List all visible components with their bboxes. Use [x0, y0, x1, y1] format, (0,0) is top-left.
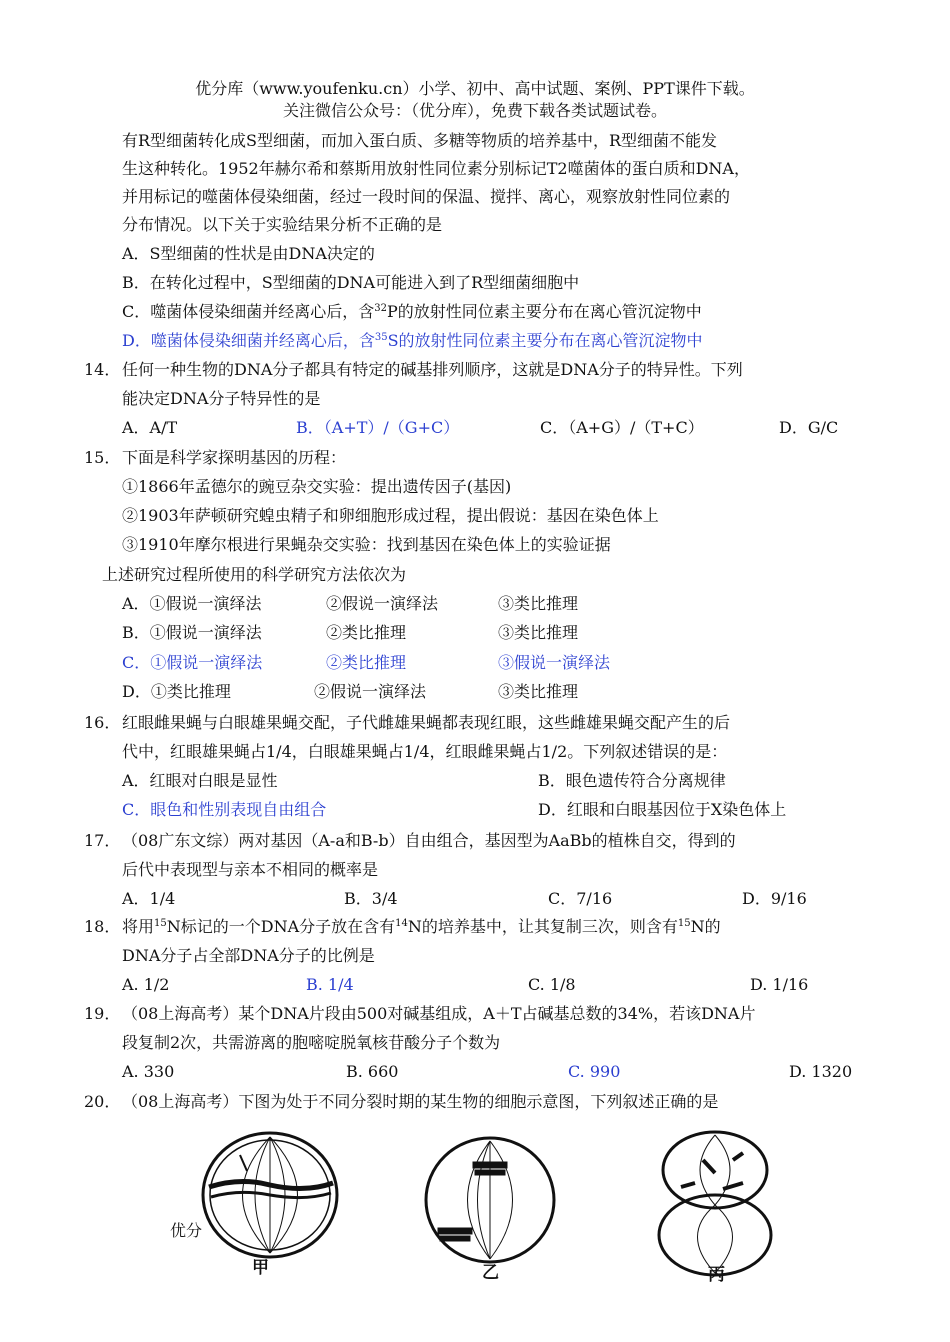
q17-option-c: C．7/16 — [548, 889, 613, 908]
q17-option-b: B．3/4 — [344, 889, 398, 908]
q18-option-c: C. 1/8 — [528, 975, 576, 994]
q15-option-a-2: ②假说一演绎法 — [326, 594, 439, 613]
q15-option-c-3-answer: ③假说一演绎法 — [498, 653, 611, 672]
q20-stem: （08上海高考）下图为处于不同分裂时期的某生物的细胞示意图，下列叙述正确的是 — [122, 1092, 719, 1111]
q16-number: 16． — [84, 713, 121, 732]
q18-stem-line-1: 将用$^{15}$N标记的一个DNA分子放在含有$^{14}$N的培养基中，让其复制三次，则含有$^{15}$N的 — [122, 917, 721, 936]
q16-option-a: A．红眼对白眼是显性 — [122, 771, 278, 790]
q16-stem-line-2: 代中，红眼雄果蝇占1/4，白眼雄果蝇占1/4，红眼雌果蝇占1/2。下列叙述错误的是： — [122, 742, 728, 761]
q14-option-c: C．（A+G）/（T+C） — [540, 418, 704, 437]
q19-option-c-answer: C. 990 — [568, 1062, 621, 1081]
header-line-1: 优分库（www.youfenku.cn）小学、初中、高中试题、案例、PPT课件下载。 — [195, 79, 755, 98]
cell-division-figure — [195, 1125, 855, 1285]
cell-bing — [659, 1132, 771, 1275]
q13-stem-line-2: 生这种转化。1952年赫尔希和蔡斯用放射性同位素分别标记T2噬菌体的蛋白质和DNA， — [122, 159, 750, 178]
q13-option-c: C．噬菌体侵染细菌并经离心后，含$^{32}$P的放射性同位素主要分布在离心管沉淀物中 — [122, 302, 702, 321]
q13-stem-line-3: 并用标记的噬菌体侵染细菌，经过一段时间的保温、搅拌、离心，观察放射性同位素的 — [122, 187, 731, 206]
q16-option-c-answer: C．眼色和性别表现自由组合 — [122, 800, 327, 819]
q13-option-d-answer: D．噬菌体侵染细菌并经离心后，含$^{35}$S的放射性同位素主要分布在离心管沉淀物中 — [122, 331, 703, 350]
q14-stem-line-2: 能决定DNA分子特异性的是 — [122, 389, 321, 408]
q17-stem-line-1: （08广东文综）两对基因（A-a和B-b）自由组合，基因型为AaBb的植株自交，得到的 — [122, 831, 736, 850]
q19-number: 19． — [84, 1004, 121, 1023]
q15-stem: 下面是科学家探明基因的历程： — [122, 448, 347, 467]
q15-option-d-1: D．①类比推理 — [122, 682, 231, 701]
q15-option-c-2-answer: ②类比推理 — [326, 653, 407, 672]
q15-question: 上述研究过程所使用的科学研究方法依次为 — [102, 565, 407, 584]
q18-stem-line-2: DNA分子占全部DNA分子的比例是 — [122, 946, 375, 965]
q13-option-a: A．S型细菌的性状是由DNA决定的 — [122, 244, 375, 263]
watermark-text: 优分 — [170, 1221, 203, 1240]
q15-option-b-1: B．①假说一演绎法 — [122, 623, 262, 642]
q13-stem-line-4: 分布情况。以下关于实验结果分析不正确的是 — [122, 215, 443, 234]
figure-label-yi: 乙 — [482, 1263, 499, 1283]
q14-option-b-answer: B．（A+T）/（G+C） — [296, 418, 460, 437]
q16-option-b: B．眼色遗传符合分离规律 — [538, 771, 726, 790]
q13-option-b: B．在转化过程中，S型细菌的DNA可能进入到了R型细菌细胞中 — [122, 273, 580, 292]
figure-label-bing: 丙 — [708, 1265, 725, 1285]
q19-option-a: A. 330 — [122, 1062, 175, 1081]
q15-option-a-1: A．①假说一演绎法 — [122, 594, 262, 613]
q14-number: 14． — [84, 360, 121, 379]
q15-option-b-2: ②类比推理 — [326, 623, 407, 642]
cell-jia — [203, 1133, 337, 1257]
header-line-2: 关注微信公众号：（优分库），免费下载各类试题试卷。 — [282, 101, 667, 120]
q18-option-b-answer: B. 1/4 — [306, 975, 354, 994]
q15-option-c-1-answer: C．①假说一演绎法 — [122, 653, 263, 672]
figure-label-jia: 甲 — [252, 1258, 269, 1278]
cell-yi — [426, 1138, 554, 1262]
q14-stem-line-1: 任何一种生物的DNA分子都具有特定的碱基排列顺序，这就是DNA分子的特异性。下列 — [122, 360, 743, 379]
q19-stem-line-1: （08上海高考）某个DNA片段由500对碱基组成，A＋T占碱基总数的34%，若该DNA片 — [122, 1004, 756, 1023]
q15-item-2: ②1903年萨顿研究蝗虫精子和卵细胞形成过程，提出假说：基因在染色体上 — [122, 506, 659, 525]
q17-stem-line-2: 后代中表现型与亲本不相同的概率是 — [122, 860, 379, 879]
q15-option-d-2: ②假说一演绎法 — [314, 682, 427, 701]
q18-number: 18． — [84, 917, 121, 936]
q14-option-a: A．A/T — [122, 418, 178, 437]
q15-item-3: ③1910年摩尔根进行果蝇杂交实验：找到基因在染色体上的实验证据 — [122, 535, 611, 554]
q18-option-d: D. 1/16 — [750, 975, 809, 994]
q13-stem-line-1: 有R型细菌转化成S型细菌，而加入蛋白质、多糖等物质的培养基中，R型细菌不能发 — [122, 131, 718, 150]
q17-option-a: A．1/4 — [122, 889, 176, 908]
q15-option-a-3: ③类比推理 — [498, 594, 579, 613]
q17-option-d: D．9/16 — [742, 889, 807, 908]
q16-stem-line-1: 红眼雌果蝇与白眼雄果蝇交配，子代雌雄果蝇都表现红眼，这些雌雄果蝇交配产生的后 — [122, 713, 731, 732]
q19-option-d: D. 1320 — [789, 1062, 853, 1081]
q15-number: 15． — [84, 448, 121, 467]
q16-option-d: D．红眼和白眼基因位于X染色体上 — [538, 800, 787, 819]
q15-option-b-3: ③类比推理 — [498, 623, 579, 642]
q18-option-a: A. 1/2 — [122, 975, 170, 994]
q20-number: 20． — [84, 1092, 121, 1111]
q15-option-d-3: ③类比推理 — [498, 682, 579, 701]
q19-option-b: B. 660 — [346, 1062, 399, 1081]
q17-number: 17． — [84, 831, 121, 850]
q14-option-d: D．G/C — [779, 418, 839, 437]
q19-stem-line-2: 段复制2次，共需游离的胞嘧啶脱氧核苷酸分子个数为 — [122, 1033, 501, 1052]
q15-item-1: ①1866年孟德尔的豌豆杂交实验：提出遗传因子(基因) — [122, 477, 512, 496]
